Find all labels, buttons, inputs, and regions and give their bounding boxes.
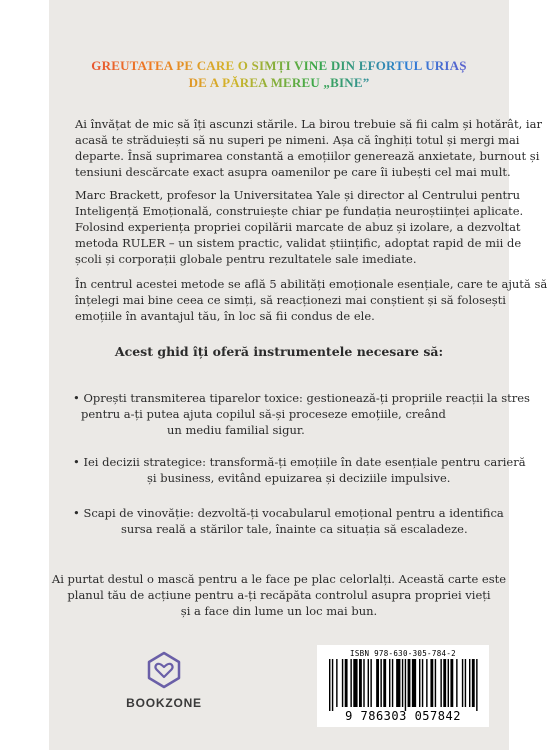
bullet-item — [73, 454, 526, 486]
barcode-bar — [465, 659, 466, 707]
isbn-label: ISBN 978-630-305-784-2 — [350, 649, 456, 658]
barcode-bar — [336, 659, 337, 707]
barcode-bars — [329, 659, 479, 711]
barcode-bar — [462, 659, 463, 707]
method-paragraph — [75, 276, 548, 324]
barcode-bar — [389, 659, 390, 707]
text-line: În centrul acestei metode se află 5 abilități emoționale esențiale, care te ajută să — [75, 277, 548, 291]
bullet-item — [73, 505, 504, 537]
barcode-bar — [396, 659, 400, 707]
text-line: Inteligență Emoțională, construiește chiar pe fundația neuroștiinței aplicate. — [75, 204, 524, 218]
barcode-bar — [353, 659, 357, 707]
barcode-bar — [412, 659, 416, 707]
text-line: înțelegi mai bine ceea ce simți, să reacționezi mai conștient și să folosești — [75, 293, 506, 307]
barcode-bar — [435, 659, 436, 707]
barcode-bar — [383, 659, 386, 707]
text-line: • Oprești transmiterea tiparelor toxice: gestionează-ți propriile reacții la stres — [73, 391, 530, 405]
headline-line-2: DE A PĂREA MEREU „BINE” — [188, 75, 370, 90]
text-line: • Iei decizii strategice: transformă-ți emoțiile în date esențiale pentru carieră — [73, 455, 526, 469]
barcode-bar — [342, 659, 343, 707]
text-line: Ai purtat destul o mască pentru a le face pe plac celorlalți. Această carte este — [51, 572, 507, 586]
publisher-logo — [109, 650, 219, 720]
text-line: pentru a-ți putea ajuta copilul să-și proceseze emoțiile, creând — [81, 407, 446, 421]
bullet-item — [73, 390, 530, 438]
barcode-bar — [380, 659, 381, 707]
barcode-bar — [440, 659, 441, 707]
text-line: Ai învățat de mic să îți ascunzi stările. La birou trebuie să fii calm și hotărât, iar — [75, 117, 542, 131]
barcode-bar — [472, 659, 475, 707]
text-line: tensiuni descărcate exact asupra oamenilor pe care îi iubești cel mai mult. — [75, 165, 511, 179]
text-line: planul tău de acțiune pentru a-ți recăpăta controlul asupra propriei vieți — [67, 588, 491, 602]
barcode-bar — [430, 659, 433, 707]
barcode-bar — [363, 659, 364, 707]
barcode-bar — [443, 659, 446, 707]
barcode-bar — [405, 659, 406, 711]
text-line: sursa reală a stărilor tale, înainte ca situația să escaladeze. — [121, 522, 468, 536]
barcode-bar — [426, 659, 427, 707]
headline — [49, 57, 509, 91]
barcode-bar — [332, 659, 333, 711]
text-line: Folosind experiența propriei copilării marcate de abuz și izolare, a dezvoltat — [75, 220, 521, 234]
barcode-bar — [345, 659, 348, 707]
intro-paragraph — [75, 116, 542, 180]
headline-line-1: GREUTATEA PE CARE O SIMȚI VINE DIN EFORTUL URIAȘ — [91, 58, 467, 73]
text-line: și a face din lume un loc mai bun. — [180, 604, 378, 618]
text-line: un mediu familial sigur. — [167, 423, 305, 437]
barcode-bar — [350, 659, 351, 707]
barcode-bar — [422, 659, 423, 707]
text-line: metoda RULER – un sistem practic, validat științific, adoptat rapid de mii de — [75, 236, 522, 250]
barcode-bar — [368, 659, 369, 707]
back-cover — [49, 0, 548, 750]
barcode-bar — [469, 659, 470, 707]
text-line: școli și corporații globale pentru rezultatele sale imediate. — [75, 252, 417, 266]
barcode-bar — [402, 659, 403, 707]
heart-book-icon — [144, 650, 184, 690]
barcode-bar — [359, 659, 362, 707]
text-line: departe. Însă suprimarea constantă a emoțiilor generează anxietate, burnout și — [75, 149, 540, 163]
text-line: • Scapi de vinovăție: dezvoltă-ți vocabularul emoțional pentru a identifica — [73, 506, 504, 520]
barcode-bar — [456, 659, 457, 707]
text-line: acasă te străduiești să nu superi pe nimeni. Așa că înghiți totul și mergi mai — [75, 133, 520, 147]
barcode-digits: 9 786303 057842 — [345, 709, 461, 723]
author-paragraph — [75, 187, 524, 267]
text-line: emoțiile în avantajul tău, în loc să fii condus de ele. — [75, 309, 375, 323]
barcode-bar — [376, 659, 379, 707]
barcode-bar — [450, 659, 453, 707]
text-line: și business, evitând epuizarea și deciziile impulsive. — [147, 471, 451, 485]
guide-title: Acest ghid îți oferă instrumentele necesare să: — [114, 344, 444, 359]
barcode-bar — [329, 659, 330, 711]
barcode — [317, 645, 489, 727]
closing-paragraph — [49, 571, 509, 619]
barcode-bar — [448, 659, 449, 707]
barcode-bar — [408, 659, 411, 707]
barcode-bar — [392, 659, 393, 707]
publisher-name: BOOKZONE — [126, 696, 202, 710]
text-line: Marc Brackett, profesor la Universitatea Yale și director al Centrului pentru — [75, 188, 521, 202]
barcode-bar — [476, 659, 477, 711]
barcode-bar — [370, 659, 371, 707]
barcode-bar — [419, 659, 420, 707]
